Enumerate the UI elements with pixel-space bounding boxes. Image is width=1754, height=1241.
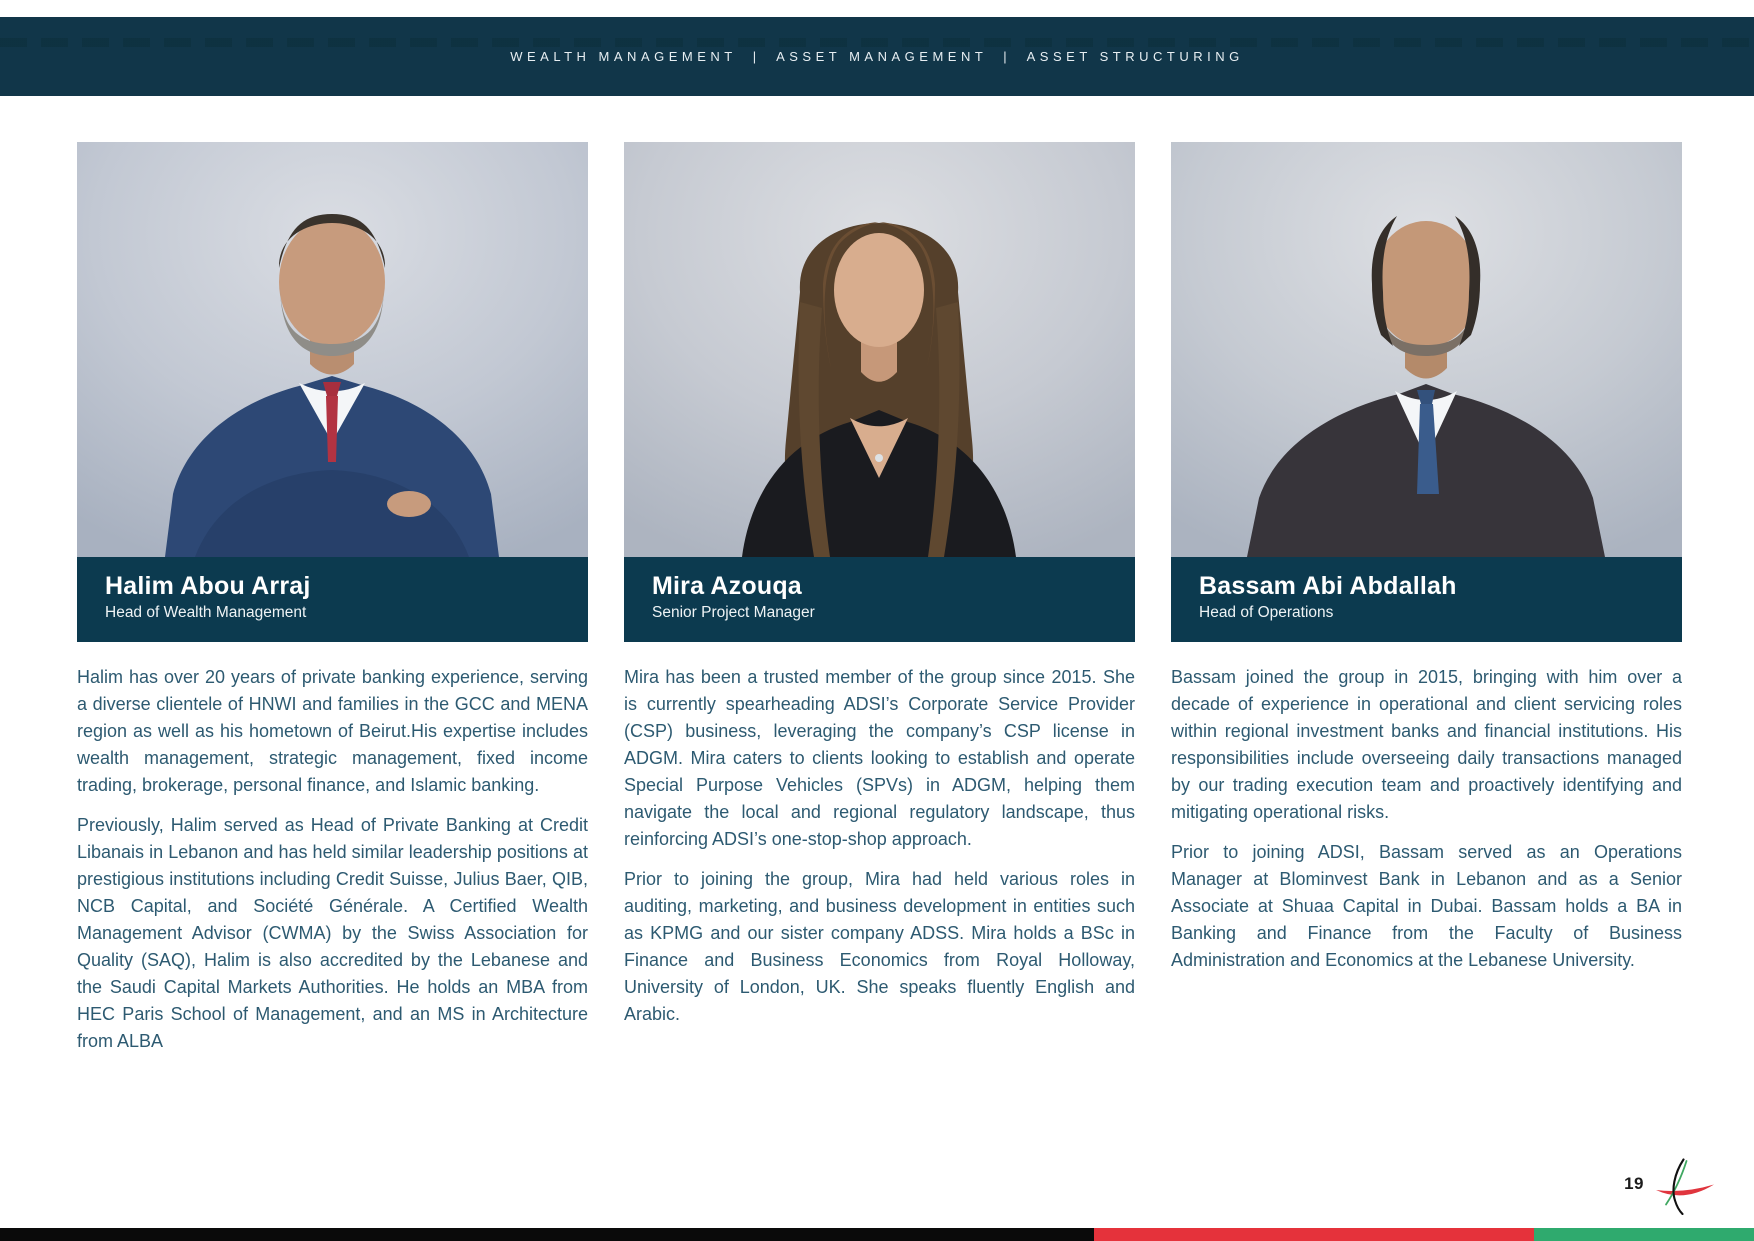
- page-number: 19: [1624, 1174, 1644, 1193]
- company-logo: [1655, 1158, 1715, 1215]
- name-plate: [77, 557, 588, 642]
- portrait-halim-illustration: [77, 142, 588, 557]
- bio-paragraph: Mira has been a trusted member of the group since 2015. She is currently spearheading ADSI’s Corporate Service Provider (CSP) business, leveraging the company’s CSP license in ADGM. Mira caters to clients looking to establish and operate Special Purpose Vehicles (SPVs) in ADGM, helping them navigate the local and regional regulatory landscape, thus reinforcing ADSI’s one-stop-shop approach.: [624, 667, 1135, 849]
- banner-title: WEALTH MANAGEMENT | ASSET MANAGEMENT | ASSET STRUCTURING: [510, 49, 1244, 64]
- profiles-row: [77, 142, 1682, 1055]
- profile-card-halim: [77, 142, 588, 1055]
- bio-paragraph: Previously, Halim served as Head of Private Banking at Credit Libanais in Lebanon and has held similar leadership positions at prestigious institutions including Credit Suisse, Julius Baer, QIB, NCB Capital, and Société Générale. A Certified Wealth Management Advisor (CWMA) by the Swiss Association for Quality (SAQ), Halim is also accredited by the Lebanese and the Saudi Capital Markets Authorities. He holds an MBA from HEC Paris School of Management, and an MS in Architecture from ALBA: [77, 815, 588, 1051]
- bio-text: [624, 664, 1135, 1028]
- portrait-photo-halim: [77, 142, 588, 557]
- portrait-bassam-illustration: [1171, 142, 1682, 557]
- portrait-photo-mira: [624, 142, 1135, 557]
- footer-bar-red-segment: [1094, 1228, 1534, 1241]
- bio-paragraph: Bassam joined the group in 2015, bringing with him over a decade of experience in operational and client servicing roles within regional investment banks and financial institutions. His responsibilities include overseeing daily transactions managed by our trading execution team and proactively identifying and mitigating operational risks.: [1171, 667, 1682, 822]
- bio-text: [77, 664, 588, 1055]
- person-title: Senior Project Manager: [652, 604, 815, 621]
- footer-bar-green-segment: [1534, 1228, 1754, 1241]
- bio-paragraph: Prior to joining the group, Mira had held various roles in auditing, marketing, and business development in entities such as KPMG and our sister company ADSS. Mira holds a BSc in Finance and Business Economics from Royal Holloway, University of London, UK. She speaks fluently English and Arabic.: [624, 869, 1135, 1024]
- profile-card-mira: [624, 142, 1135, 1055]
- person-title: Head of Wealth Management: [105, 604, 307, 621]
- bio-paragraph: Halim has over 20 years of private banking experience, serving a diverse clientele of HNWI and families in the GCC and MENA region as well as his hometown of Beirut.His expertise includes wealth management, strategic management, fixed income trading, brokerage, personal finance, and Islamic banking.: [77, 667, 588, 795]
- portrait-mira-illustration: [624, 142, 1135, 557]
- person-name: Halim Abou Arraj: [105, 572, 311, 600]
- bio-text: [1171, 664, 1682, 974]
- person-name: Bassam Abi Abdallah: [1199, 572, 1457, 600]
- person-name: Mira Azouqa: [652, 572, 802, 600]
- footer-bar-black-segment: [0, 1228, 1094, 1241]
- name-plate: [624, 557, 1135, 642]
- person-title: Head of Operations: [1199, 604, 1334, 621]
- name-plate: [1171, 557, 1682, 642]
- portrait-photo-bassam: [1171, 142, 1682, 557]
- footer-color-bar: [0, 1228, 1754, 1241]
- bio-paragraph: Prior to joining ADSI, Bassam served as an Operations Manager at Blominvest Bank in Lebanon and as a Senior Associate at Shuaa Capital in Dubai. Bassam holds a BA in Banking and Finance from the Faculty of Business Administration and Economics at the Lebanese University.: [1171, 842, 1682, 970]
- top-banner: [0, 17, 1754, 96]
- profile-card-bassam: [1171, 142, 1682, 1055]
